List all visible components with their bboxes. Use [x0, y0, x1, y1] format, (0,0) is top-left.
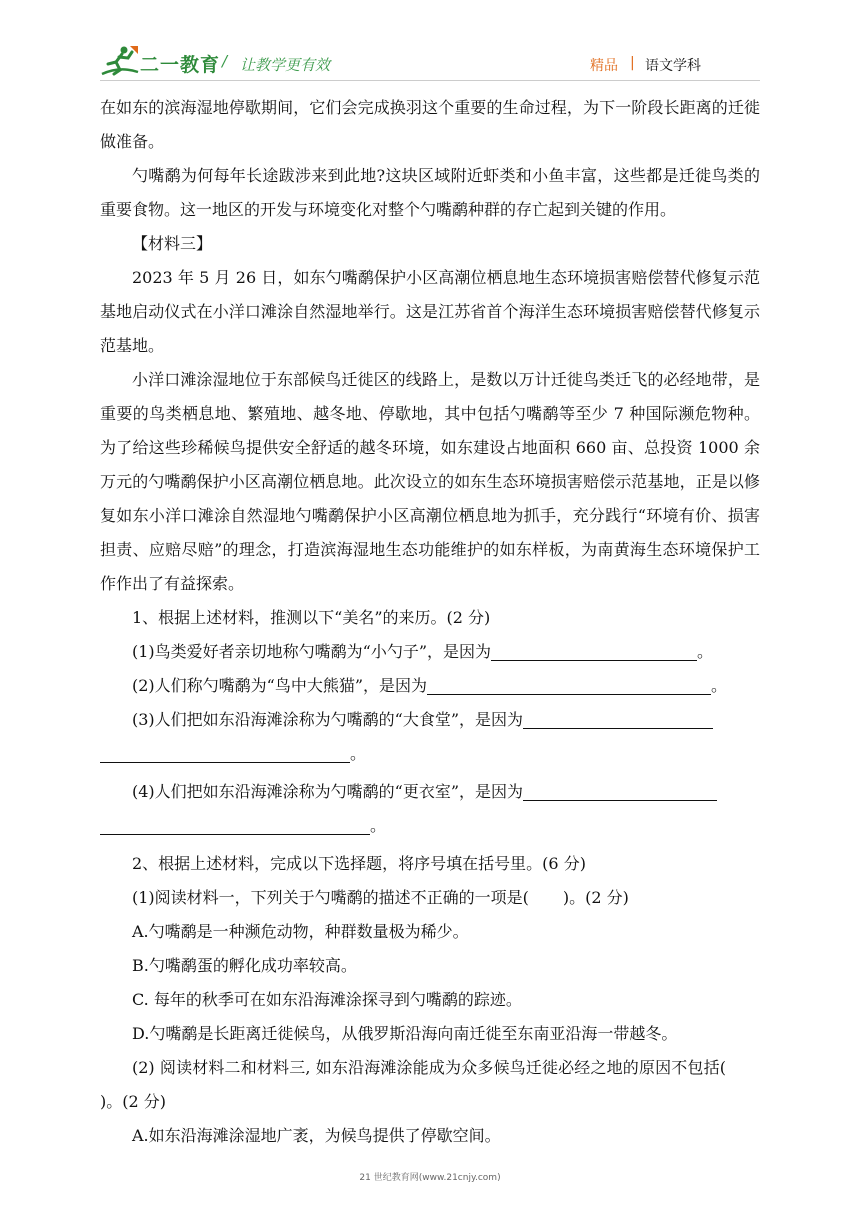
quality-badge: 精品: [590, 58, 618, 74]
subject-label: 语文学科: [645, 58, 701, 74]
document-body: [100, 91, 760, 1153]
option-2-1-a: A.勺嘴鹬是一种濒危动物，种群数量极为稀少。: [132, 922, 469, 941]
question-1-4-text: (4)人们把如东沿海滩涂称为勺嘴鹬的“更衣室”，是因为: [132, 782, 524, 801]
option-2-1-c: C. 每年的秋季可在如东沿海滩涂探寻到勺嘴鹬的踪迹。: [132, 990, 522, 1009]
period: 。: [711, 676, 728, 695]
question-1-3: [100, 703, 760, 737]
option-2-1-b: B.勺嘴鹬蛋的孵化成功率较高。: [132, 956, 357, 975]
question-2-2-post: )。(2 分): [100, 1092, 166, 1111]
header-divider: |: [630, 55, 635, 71]
header-rule: [100, 80, 760, 81]
paragraph-3: 2023 年 5 月 26 日，如东勺嘴鹬保护小区高潮位栖息地生态环境损害赔偿替代修复示范基地启动仪式在小洋口滩涂自然湿地举行。这是江苏省首个海洋生态环境损害赔偿替代修复示范基地。: [100, 268, 760, 355]
period: 。: [697, 642, 714, 661]
material-3-title: 【材料三】: [132, 234, 213, 253]
runner-icon: [100, 44, 140, 78]
paragraph-1: 在如东的滨海湿地停歇期间，它们会完成换羽这个重要的生命过程，为下一阶段长距离的迁徙做准备。: [100, 98, 760, 151]
question-1-stem: 1、根据上述材料，推测以下“美名”的来历。(2 分): [132, 608, 491, 627]
question-1-2: [100, 669, 760, 703]
answer-blank-1-4-cont[interactable]: [100, 816, 370, 835]
question-2-1: [100, 881, 760, 915]
question-1-3-cont: [100, 737, 760, 771]
paragraph-2: 勺嘴鹬为何每年长途跋涉来到此地?这块区域附近虾类和小鱼丰富，这些都是迁徙鸟类的重要食物。这一地区的开发与环境变化对整个勺嘴鹬种群的存亡起到关键的作用。: [100, 166, 760, 219]
logo: [100, 44, 221, 78]
paragraph-4: 小洋口滩涂湿地位于东部候鸟迁徙区的线路上，是数以万计迁徙鸟类迁飞的必经地带，是重要的鸟类栖息地、繁殖地、越冬地、停歇地，其中包括勺嘴鹬等至少 7 种国际濒危物种。为了给这些珍稀候鸟提供安全舒适的越冬环境，如东建设占地面积 660 亩、总投资 1000 余万元的勺嘴鹬保护小区高潮位栖息地。此次设立的如东生态环境损害赔偿示范基地，正是以修复如东小洋口滩涂自然湿地勺嘴鹬保护小区高潮位栖息地为抓手，充分践行“环境有价、损害担责、应赔尽赔”的理念，打造滨海湿地生态功能维护的如东样板，为南黄海生态环境保护工作作出了有益探索。: [100, 370, 760, 593]
answer-blank-1-2[interactable]: [427, 676, 711, 695]
answer-blank-1-3-cont[interactable]: [100, 744, 350, 763]
answer-blank-1-1[interactable]: [491, 642, 697, 661]
question-2-1-pre: (1)阅读材料一，下列关于勺嘴鹬的描述不正确的一项是(: [132, 888, 529, 907]
question-1-4-cont: [100, 809, 760, 843]
question-1-4: [100, 775, 760, 809]
question-2-2: [100, 1051, 760, 1119]
page-footer: 21 世纪教育网(www.21cnjy.com): [359, 1173, 501, 1183]
question-1-2-text: (2)人们称勺嘴鹬为“鸟中大熊猫”，是因为: [132, 676, 428, 695]
option-2-1-d: D.勺嘴鹬是长距离迁徙候鸟，从俄罗斯沿海向南迁徙至东南亚沿海一带越冬。: [132, 1024, 678, 1043]
period: 。: [370, 816, 387, 835]
question-1-1: [100, 635, 760, 669]
header-slash: /: [222, 52, 228, 70]
page-header: [0, 0, 860, 90]
period: 。: [350, 744, 367, 763]
option-2-2-a: A.如东沿海滩涂湿地广袤，为候鸟提供了停歇空间。: [132, 1126, 501, 1145]
question-2-2-pre: (2) 阅读材料二和材料三, 如东沿海滩涂能成为众多候鸟迁徙必经之地的原因不包括(: [132, 1058, 726, 1077]
question-1-3-text: (3)人们把如东沿海滩涂称为勺嘴鹬的“大食堂”，是因为: [132, 710, 524, 729]
question-2-stem: 2、根据上述材料，完成以下选择题，将序号填在括号里。(6 分): [132, 854, 586, 873]
slogan: 让教学更有效: [240, 56, 331, 74]
question-1-1-text: (1)鸟类爱好者亲切地称勺嘴鹬为“小勺子”，是因为: [132, 642, 492, 661]
question-2-1-post: )。(2 分): [562, 888, 629, 907]
answer-blank-1-4[interactable]: [523, 782, 717, 801]
answer-blank-1-3[interactable]: [523, 710, 713, 729]
logo-text: 二一教育: [140, 54, 221, 76]
